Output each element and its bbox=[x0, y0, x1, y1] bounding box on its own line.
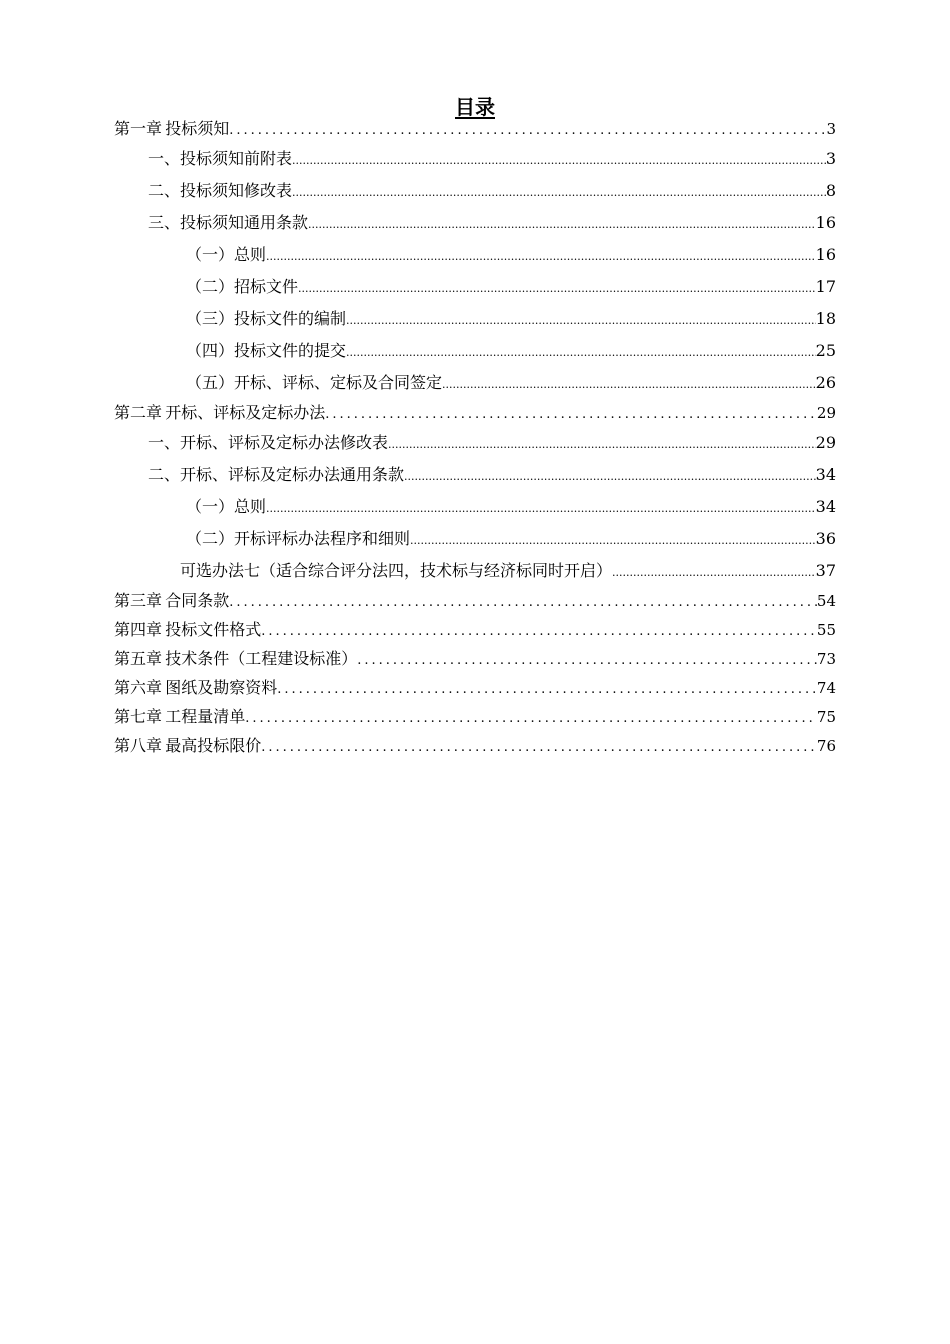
toc-entry-label bbox=[114, 648, 357, 670]
toc-entry-text: 合同条款 bbox=[165, 591, 230, 610]
toc-dot-leader bbox=[261, 737, 817, 759]
toc-chapter-number: 第六章 bbox=[114, 678, 163, 697]
page-title: 目录 bbox=[455, 95, 495, 119]
toc-dot-leader bbox=[266, 498, 816, 520]
toc-dot-leader bbox=[442, 374, 816, 396]
toc-page-number: 73 bbox=[816, 650, 836, 668]
toc-entry-label bbox=[114, 402, 325, 424]
toc-dot-leader bbox=[346, 342, 816, 364]
toc-entry-text: （一）总则 bbox=[186, 497, 267, 516]
toc-entry-text: （二）开标评标办法程序和细则 bbox=[186, 529, 411, 548]
toc-entry-text: （二）招标文件 bbox=[186, 277, 299, 296]
toc-page-number: 16 bbox=[815, 245, 836, 264]
toc-entry[interactable] bbox=[148, 212, 836, 236]
toc-chapter-number: 第三章 bbox=[114, 591, 163, 610]
toc-entry-text: 开标、评标及定标办法 bbox=[165, 403, 326, 422]
toc-chapter-number: 第八章 bbox=[114, 736, 163, 755]
toc-entry[interactable] bbox=[114, 735, 836, 759]
toc-dot-leader bbox=[229, 592, 817, 614]
toc-entry-text: （三）投标文件的编制 bbox=[186, 309, 347, 328]
toc-page-number: 75 bbox=[816, 708, 836, 726]
toc-page-number: 3 bbox=[826, 120, 836, 138]
toc-entry[interactable] bbox=[148, 148, 836, 172]
toc-page-number: 29 bbox=[815, 433, 836, 452]
toc-entry[interactable] bbox=[186, 496, 836, 520]
toc-entry-text: 一、开标、评标及定标办法修改表 bbox=[148, 433, 389, 452]
toc-entry[interactable] bbox=[186, 244, 836, 268]
toc-page-number: 37 bbox=[815, 561, 836, 580]
toc-entry[interactable] bbox=[114, 648, 836, 672]
toc-entry[interactable] bbox=[186, 372, 836, 396]
toc-page-number: 17 bbox=[815, 277, 836, 296]
toc-chapter-number: 第四章 bbox=[114, 620, 163, 639]
toc-page-number: 55 bbox=[816, 621, 836, 639]
toc-page-number: 34 bbox=[815, 465, 836, 484]
toc-entry[interactable] bbox=[114, 677, 836, 701]
toc-entry-text: （四）投标文件的提交 bbox=[186, 341, 347, 360]
toc-dot-leader bbox=[292, 182, 826, 204]
toc-page-number: 76 bbox=[816, 737, 836, 755]
toc-dot-leader bbox=[245, 708, 817, 730]
toc-entry-text: 投标文件格式 bbox=[165, 620, 262, 639]
toc-entry[interactable] bbox=[186, 308, 836, 332]
toc-entry-label bbox=[114, 619, 261, 641]
toc-entry[interactable] bbox=[186, 340, 836, 364]
toc-entry-label bbox=[114, 735, 261, 757]
toc-dot-leader bbox=[308, 214, 816, 236]
toc-page-number: 18 bbox=[815, 309, 836, 328]
toc-entry-text: 投标须知 bbox=[165, 119, 230, 138]
toc-entry[interactable] bbox=[114, 590, 836, 614]
toc-entry-text: （五）开标、评标、定标及合同签定 bbox=[186, 373, 443, 392]
toc-chapter-number: 第五章 bbox=[114, 649, 163, 668]
toc-entry[interactable] bbox=[148, 464, 836, 488]
toc-chapter-number: 第一章 bbox=[114, 119, 163, 138]
toc-dot-leader bbox=[612, 562, 816, 584]
toc-entry-text: 二、开标、评标及定标办法通用条款 bbox=[148, 465, 405, 484]
toc-entry-text: 可选办法七（适合综合评分法四，技术标与经济标同时开启） bbox=[180, 561, 613, 580]
toc-entry-text: 最高投标限价 bbox=[165, 736, 262, 755]
toc-page-number: 74 bbox=[816, 679, 836, 697]
toc-page-number: 29 bbox=[816, 404, 836, 422]
toc-dot-leader bbox=[277, 679, 817, 701]
toc-dot-leader bbox=[261, 621, 817, 643]
toc-entry[interactable] bbox=[114, 619, 836, 643]
toc-entry-text: 图纸及勘察资料 bbox=[165, 678, 278, 697]
toc-chapter-number: 第七章 bbox=[114, 707, 163, 726]
toc-dot-leader bbox=[388, 434, 816, 456]
toc-entry[interactable] bbox=[180, 560, 836, 584]
toc-page-number: 25 bbox=[815, 341, 836, 360]
toc-entry-label bbox=[114, 590, 229, 612]
toc-entry[interactable] bbox=[148, 180, 836, 204]
toc-page-number: 8 bbox=[825, 181, 836, 200]
toc-entry[interactable] bbox=[114, 118, 836, 142]
toc-entry-text: 三、投标须知通用条款 bbox=[148, 213, 309, 232]
toc-page-number: 36 bbox=[815, 529, 836, 548]
toc-entry[interactable] bbox=[148, 432, 836, 456]
toc-dot-leader bbox=[357, 650, 817, 672]
toc-entry[interactable] bbox=[114, 706, 836, 730]
toc-entry-label bbox=[114, 677, 277, 699]
toc-page-number: 34 bbox=[815, 497, 836, 516]
toc-page-number: 26 bbox=[815, 373, 836, 392]
toc-entry-label bbox=[114, 706, 245, 728]
toc-dot-leader bbox=[298, 278, 816, 300]
toc-entry-text: 技术条件（工程建设标准） bbox=[165, 649, 358, 668]
toc-entry-text: 二、投标须知修改表 bbox=[148, 181, 293, 200]
toc-entry[interactable] bbox=[186, 276, 836, 300]
toc-entry[interactable] bbox=[186, 528, 836, 552]
toc-entry-label bbox=[114, 118, 229, 140]
toc-dot-leader bbox=[404, 466, 816, 488]
toc-entry-text: （一）总则 bbox=[186, 245, 267, 264]
toc-page-number: 16 bbox=[815, 213, 836, 232]
toc-page-number: 3 bbox=[825, 149, 836, 168]
toc-dot-leader bbox=[410, 530, 816, 552]
toc-dot-leader bbox=[325, 404, 817, 426]
toc-dot-leader bbox=[229, 120, 826, 142]
toc-entry-text: 一、投标须知前附表 bbox=[148, 149, 293, 168]
toc-entry-text: 工程量清单 bbox=[165, 707, 246, 726]
toc-page-number: 54 bbox=[816, 592, 836, 610]
toc-dot-leader bbox=[346, 310, 816, 332]
toc-dot-leader bbox=[266, 246, 816, 268]
toc-chapter-number: 第二章 bbox=[114, 403, 163, 422]
toc-dot-leader bbox=[292, 150, 826, 172]
toc-entry[interactable] bbox=[114, 402, 836, 426]
